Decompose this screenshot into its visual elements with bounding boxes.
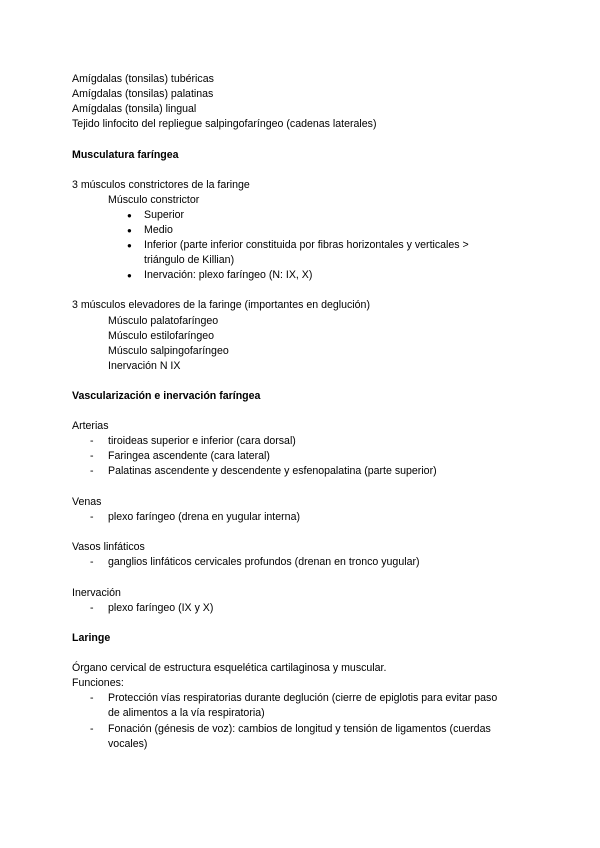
- list-item: Superior: [144, 209, 185, 221]
- section-heading-laringe: Laringe: [72, 632, 111, 644]
- intro-line: Amígdalas (tonsila) lingual: [72, 103, 197, 115]
- list-item: Inervación N IX: [108, 360, 181, 372]
- intro-line: Amígdalas (tonsilas) palatinas: [72, 88, 214, 100]
- list-item: Músculo palatofaríngeo: [108, 315, 219, 327]
- list-item: Músculo salpingofaríngeo: [108, 345, 229, 357]
- intro-line: Amígdalas (tonsilas) tubéricas: [72, 73, 214, 85]
- list-item-continuation: vocales): [108, 738, 148, 750]
- dash-icon: -: [90, 511, 94, 523]
- list-item: Inervación: plexo faríngeo (N: IX, X): [144, 269, 313, 281]
- dash-icon: -: [90, 602, 94, 614]
- funciones-label: Funciones:: [72, 677, 124, 689]
- dash-icon: -: [90, 723, 94, 735]
- venas-label: Venas: [72, 496, 102, 508]
- list-item: Palatinas ascendente y descendente y esfenopalatina (parte superior): [108, 465, 437, 477]
- list-item-continuation: triángulo de Killian): [144, 254, 235, 266]
- arterias-label: Arterias: [72, 420, 109, 432]
- list-item: Inferior (parte inferior constituida por fibras horizontales y verticales >: [144, 239, 469, 251]
- list-item: Protección vías respiratorias durante deglución (cierre de epiglotis para evitar paso: [108, 692, 498, 704]
- section-heading-musculatura: Musculatura faríngea: [72, 149, 179, 161]
- list-item: Fonación (génesis de voz): cambios de longitud y tensión de ligamentos (cuerdas: [108, 723, 491, 735]
- bullet-icon: ●: [127, 211, 132, 220]
- list-item: ganglios linfáticos cervicales profundos (drenan en tronco yugular): [108, 556, 420, 568]
- list-item-continuation: de alimentos a la vía respiratoria): [108, 707, 265, 719]
- list-item: Faringea ascendente (cara lateral): [108, 450, 270, 462]
- dash-icon: -: [90, 692, 94, 704]
- linfaticos-label: Vasos linfáticos: [72, 541, 145, 553]
- section-heading-vascularizacion: Vascularización e inervación faríngea: [72, 390, 261, 402]
- laringe-description: Órgano cervical de estructura esquelética cartilaginosa y muscular.: [72, 662, 387, 674]
- dash-icon: -: [90, 450, 94, 462]
- bullet-icon: ●: [127, 271, 132, 280]
- bullet-icon: ●: [127, 226, 132, 235]
- inervacion-label: Inervación: [72, 587, 121, 599]
- list-item: plexo faríngeo (drena en yugular interna): [108, 511, 300, 523]
- dash-icon: -: [90, 465, 94, 477]
- list-item: Medio: [144, 224, 173, 236]
- dash-icon: -: [90, 556, 94, 568]
- list-item: plexo faríngeo (IX y X): [108, 602, 214, 614]
- elevadores-title: 3 músculos elevadores de la faringe (importantes en deglución): [72, 299, 370, 311]
- list-item: tiroideas superior e inferior (cara dorsal): [108, 435, 296, 447]
- intro-line: Tejido linfocito del repliegue salpingofaríngeo (cadenas laterales): [72, 118, 377, 130]
- constrictor-subtitle: Músculo constrictor: [108, 194, 200, 206]
- constrictores-title: 3 músculos constrictores de la faringe: [72, 179, 250, 191]
- dash-icon: -: [90, 435, 94, 447]
- bullet-icon: ●: [127, 241, 132, 250]
- list-item: Músculo estilofaríngeo: [108, 330, 214, 342]
